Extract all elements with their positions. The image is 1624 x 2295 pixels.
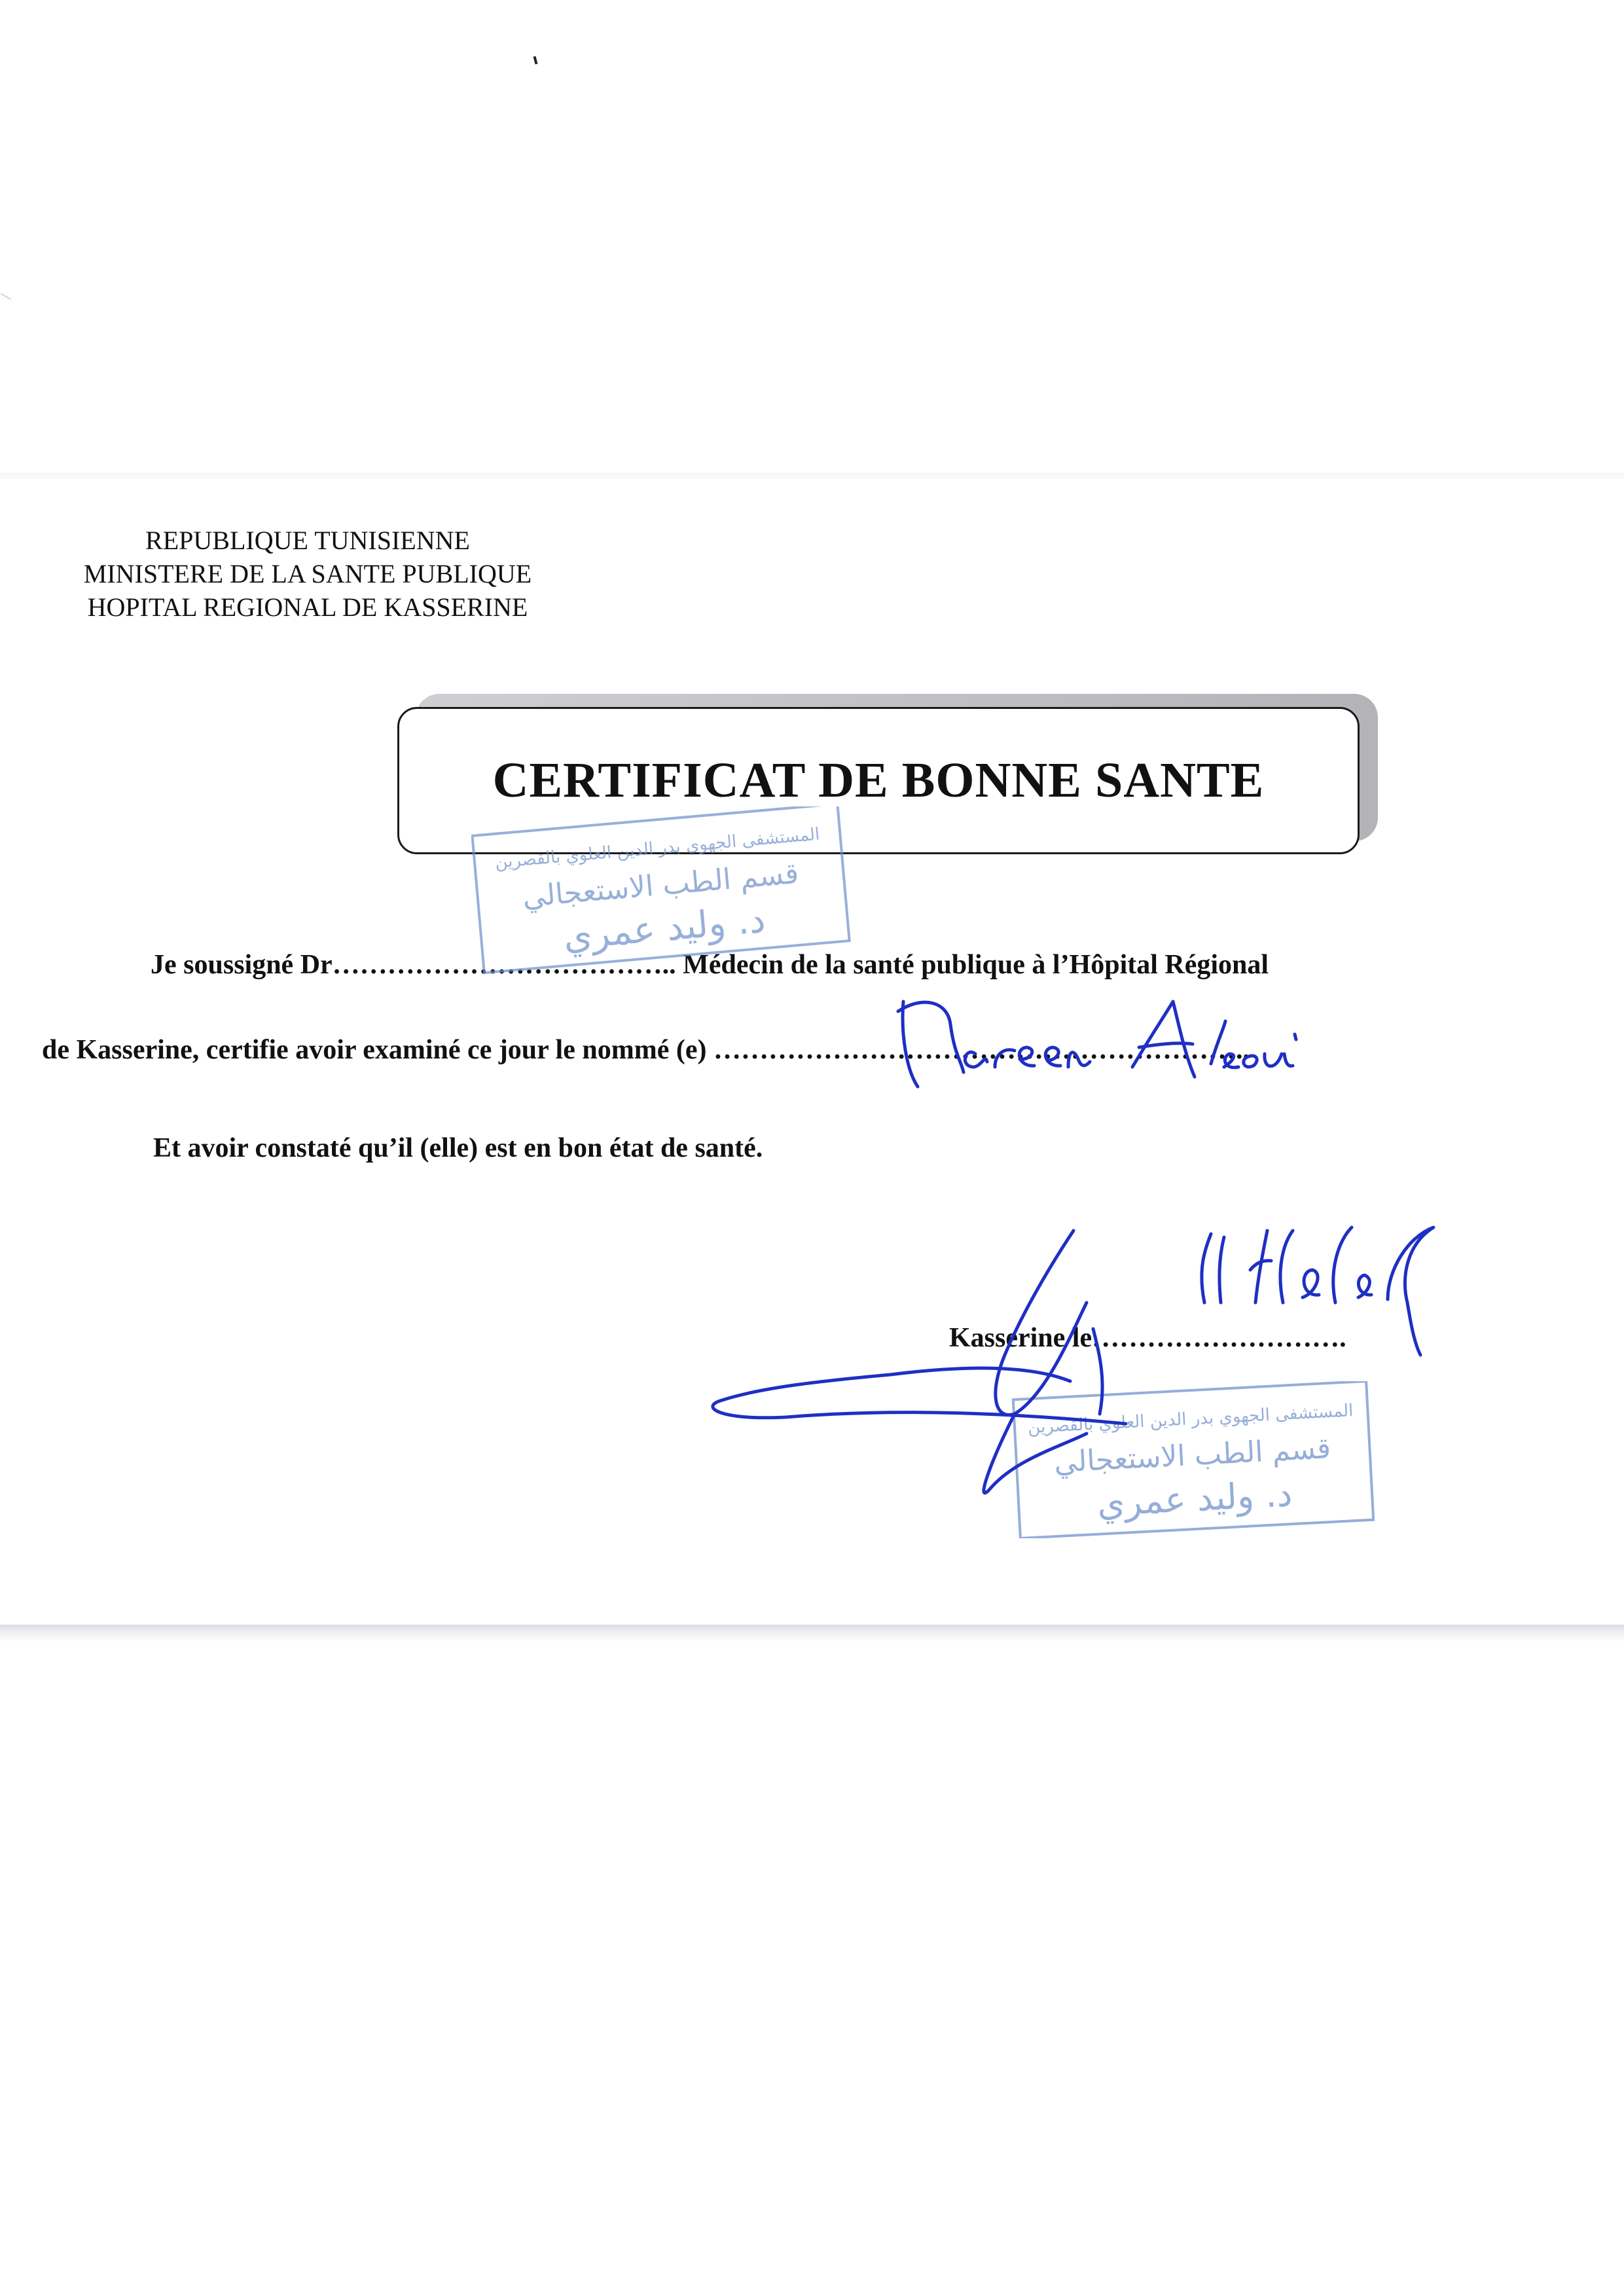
letterhead-ministry: MINISTERE DE LA SANTE PUBLIQUE [83, 559, 532, 588]
stamp-upper-line2: قسم الطب الاستعجالي [521, 856, 801, 914]
sheet-edge-top [0, 473, 1624, 482]
scan-edge-mark [1, 293, 12, 300]
letterhead [39, 524, 576, 624]
scan-speck [533, 56, 538, 65]
letterhead-hospital: HOPITAL REGIONAL DE KASSERINE [87, 592, 528, 622]
stamp-lower-line2: قسم الطب الاستعجالي [1053, 1431, 1332, 1480]
handwriting-layer [707, 962, 1558, 1584]
stamp-upper-line1: المستشفى الجهوي بدر الدين العلوي بالقصرين [494, 824, 821, 873]
document-title: CERTIFICAT DE BONNE SANTE [492, 753, 1265, 808]
body-line-doctor: Je soussigné Dr……………………………….. Médecin de la santé publique à l’Hôpital Régional [151, 950, 1269, 980]
handwritten-name [898, 1002, 1296, 1087]
signature [713, 1231, 1126, 1493]
stamp-upper-line3: د. وليد عمري [562, 898, 767, 959]
stamp-lower-line3: د. وليد عمري [1096, 1473, 1293, 1525]
body-line-patient: de Kasserine, certifie avoir examiné ce jour le nommé (e) ………………………………………………….. [42, 1035, 1250, 1065]
stamp-upper [471, 806, 851, 977]
sheet-edge-bottom [0, 1625, 1624, 1642]
place-date-line: Kasserine le………………………. [949, 1323, 1346, 1353]
handwritten-date [1202, 1227, 1434, 1355]
stamp-lower-line1: المستشفى الجهوي بدر الدين العلوي بالقصرين [1027, 1401, 1354, 1438]
body-line-health-statement: Et avoir constaté qu’il (elle) est en bon état de santé. [153, 1133, 763, 1163]
letterhead-republic: REPUBLIQUE TUNISIENNE [145, 526, 470, 555]
